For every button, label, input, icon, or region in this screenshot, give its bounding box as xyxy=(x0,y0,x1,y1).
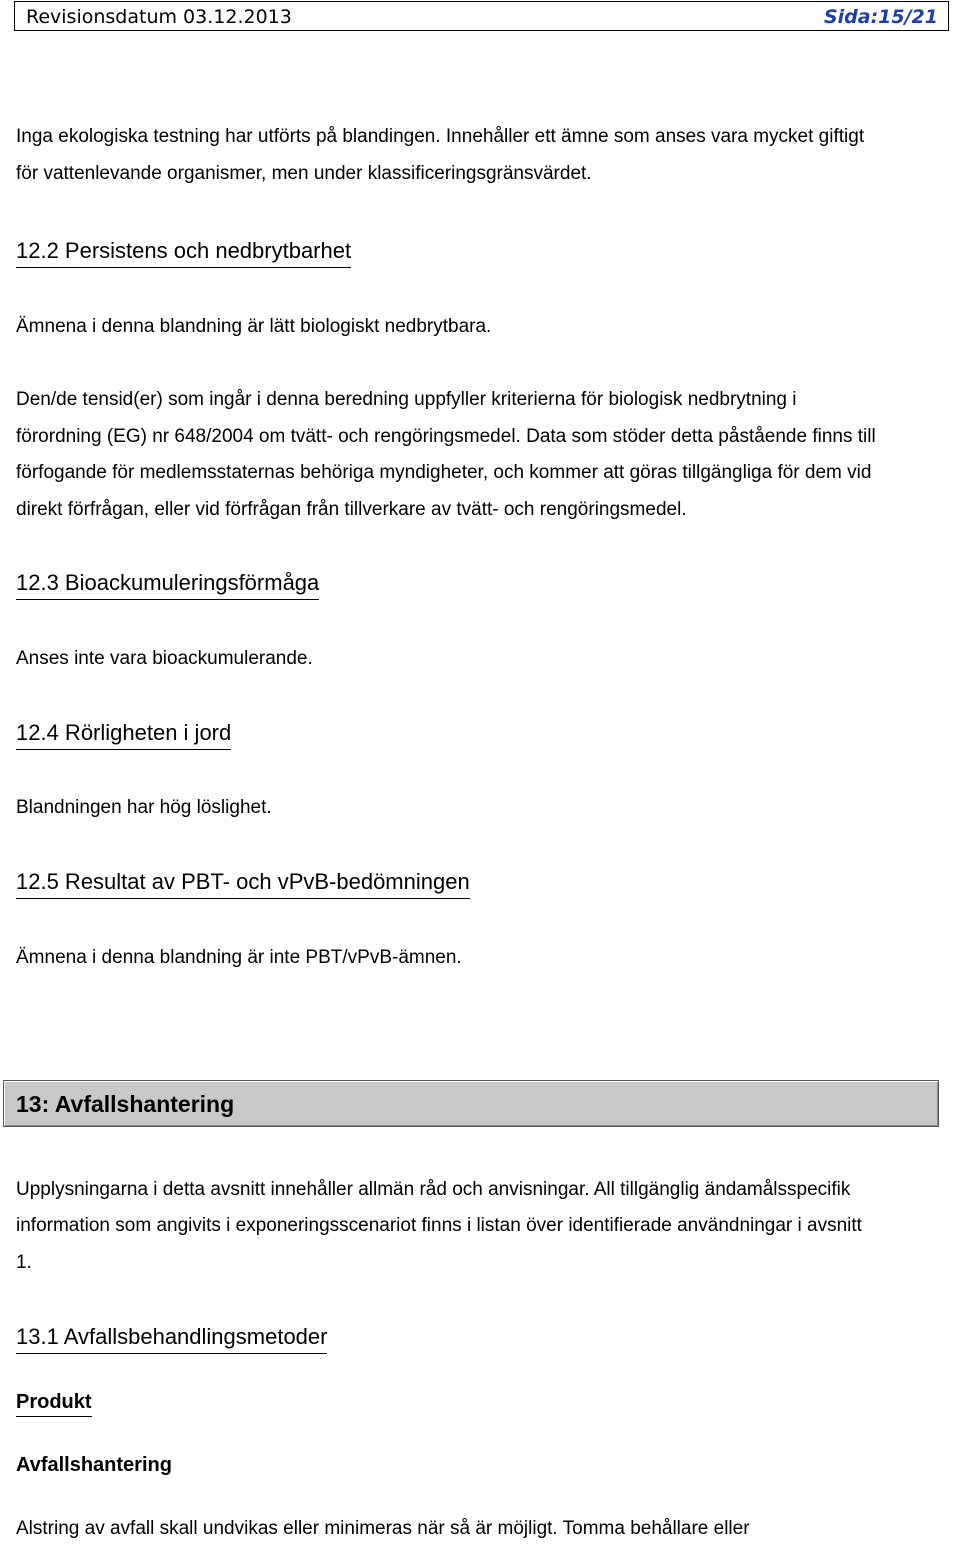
intro-line-2: för vattenlevande organismer, men under klassificeringsgränsvärdet. xyxy=(16,163,592,184)
intro-line-1: Inga ekologiska testning har utförts på blandingen. Innehåller ett ämne som anses vara mycket giftigt xyxy=(16,126,865,147)
page-header xyxy=(14,1,949,31)
revision-date: Revisionsdatum 03.12.2013 xyxy=(26,6,292,28)
s13-para-line-3: 1. xyxy=(16,1252,32,1273)
waste-label: Avfallshantering xyxy=(16,1454,172,1476)
s12-2-text: Ämnena i denna blandning är lätt biologiskt nedbrytbara. xyxy=(16,316,492,337)
section-heading-12-5: 12.5 Resultat av PBT- och vPvB-bedömningen xyxy=(16,867,470,899)
s12-3-text: Anses inte vara bioackumulerande. xyxy=(16,648,313,669)
product-label: Produkt xyxy=(16,1388,92,1417)
s12-2-para-line-1: Den/de tensid(er) som ingår i denna beredning uppfyller kriterierna för biologisk nedbrytning i xyxy=(16,389,797,410)
section-heading-13-1: 13.1 Avfallsbehandlingsmetoder xyxy=(16,1322,327,1354)
s12-4-text: Blandningen har hög löslighet. xyxy=(16,797,272,818)
s12-5-text: Ämnena i denna blandning är inte PBT/vPvB-ämnen. xyxy=(16,947,462,968)
s12-2-para-line-3: förfogande för medlemsstaternas behöriga myndigheter, och kommer att göras tillgängliga för dem vid xyxy=(16,462,872,483)
page-number: Sida:15/21 xyxy=(823,6,938,28)
section-heading-12-3: 12.3 Bioackumuleringsförmåga xyxy=(16,568,319,600)
section-heading-12-2: 12.2 Persistens och nedbrytbarhet xyxy=(16,236,351,268)
section-13-banner xyxy=(3,1080,939,1127)
section-heading-12-4: 12.4 Rörligheten i jord xyxy=(16,718,231,750)
s12-2-para-line-2: förordning (EG) nr 648/2004 om tvätt- och rengöringsmedel. Data som stöder detta påstående finns till xyxy=(16,426,876,447)
section-heading-13: 13: Avfallshantering xyxy=(16,1091,235,1117)
s13-para-line-1: Upplysningarna i detta avsnitt innehåller allmän råd och anvisningar. All tillgänglig ändamålsspecifik xyxy=(16,1179,851,1200)
s12-2-para-line-4: direkt förfrågan, eller vid förfrågan från tillverkare av tvätt- och rengöringsmedel. xyxy=(16,499,687,520)
s13-para-line-2: information som angivits i exponeringsscenariot finns i listan över identifierade användningar i avsnitt xyxy=(16,1215,862,1236)
s13-1-text: Alstring av avfall skall undvikas eller minimeras när så är möjligt. Tomma behållare eller xyxy=(16,1518,750,1539)
